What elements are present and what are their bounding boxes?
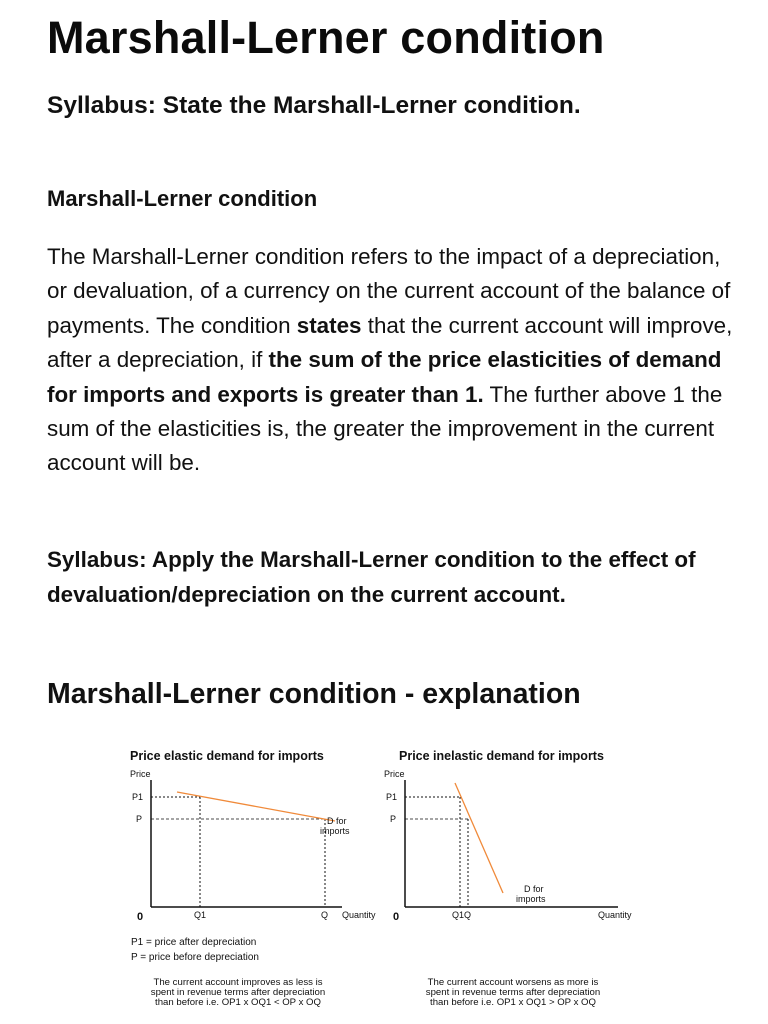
left-caption-line1: The current account improves as less is: [153, 977, 323, 988]
left-caption-line3: than before i.e. OP1 x OQ1 < OP x OQ: [155, 997, 321, 1008]
section-heading: Marshall-Lerner condition: [47, 186, 318, 211]
paragraph-bold-condition: the sum of the price elasticities of demand for imports and exports is greater than 1.: [47, 347, 722, 407]
left-origin-label: 0: [137, 911, 144, 923]
right-p1-label: P1: [386, 792, 398, 802]
syllabus-apply-heading: Syllabus: Apply the Marshall-Lerner condition to the effect of devaluation/depreciation on the current account.: [47, 547, 696, 607]
right-diagram-title: Price inelastic demand for imports: [399, 749, 604, 763]
left-y-axis-label: Price: [130, 769, 151, 779]
elasticity-diagram: [120, 740, 650, 1020]
paragraph-text-3: The further above 1 the sum of the elasticities is, the greater the improvement in the current account will be.: [47, 381, 723, 476]
syllabus-state-heading: Syllabus: State the Marshall-Lerner condition.: [47, 92, 581, 119]
right-curve-label-line1: D for: [524, 884, 544, 894]
paragraph-text-2: that the current account will improve, after a depreciation, if: [47, 312, 733, 373]
right-caption-line1: The current account worsens as more is: [427, 977, 599, 988]
right-p-label: P: [390, 814, 397, 824]
elasticity-diagram-svg: [120, 740, 650, 1020]
page-title: Marshall-Lerner condition: [47, 12, 605, 63]
key-p: P = price before depreciation: [131, 952, 259, 963]
right-q-labels: Q1Q: [452, 910, 472, 920]
definition-paragraph: [47, 240, 737, 481]
left-x-axis-label: Quantity: [342, 910, 376, 920]
right-curve-label-line2: imports: [516, 894, 546, 904]
left-q-label: Q: [321, 910, 329, 920]
paragraph-text-1: The Marshall-Lerner condition refers to the impact of a depreciation, or devaluation, of a currency on the current account of the balance of payments. The condition: [47, 244, 731, 338]
right-demand-curve: [455, 783, 503, 893]
left-p1-label: P1: [132, 792, 144, 802]
right-x-axis-label: Quantity: [598, 910, 632, 920]
explanation-heading: Marshall-Lerner condition - explanation: [47, 678, 581, 710]
left-curve-label-line2: imports: [320, 826, 350, 836]
right-origin-label: 0: [393, 911, 400, 923]
left-diagram-title: Price elastic demand for imports: [130, 749, 324, 763]
right-y-axis-label: Price: [384, 769, 405, 779]
left-q1-label: Q1: [194, 910, 207, 920]
right-caption-line3: than before i.e. OP1 x OQ1 > OP x OQ: [430, 997, 596, 1008]
left-caption-line2: spent in revenue terms after depreciation: [150, 987, 326, 998]
left-p-label: P: [136, 814, 143, 824]
key-p1: P1 = price after depreciation: [131, 937, 257, 948]
left-curve-label-line1: D for: [327, 816, 347, 826]
right-caption-line2: spent in revenue terms after depreciation: [425, 987, 601, 998]
left-demand-curve: [177, 792, 335, 821]
paragraph-bold-states: states: [296, 312, 362, 338]
